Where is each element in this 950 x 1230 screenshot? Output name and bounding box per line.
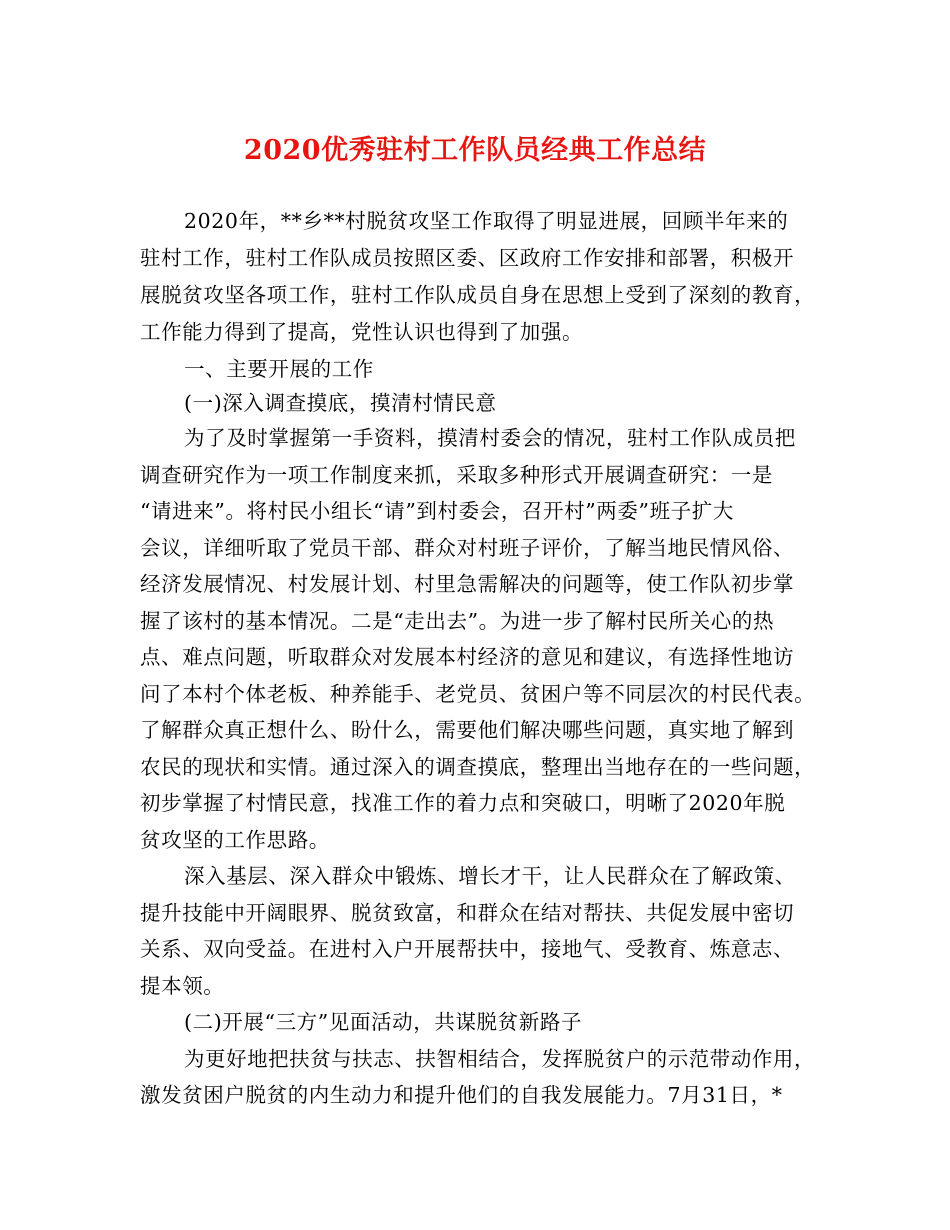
paragraph-line: 点、难点问题，听取群众对发展本村经济的意见和建议，有选择性地访 <box>140 645 795 669</box>
paragraph-line: 问了本村个体老板、种养能手、老党员、贫困户等不同层次的村民代表。 <box>140 682 816 706</box>
subsection-heading: (一)深入调查摸底，摸清村情民意 <box>184 391 497 415</box>
paragraph-line: 初步掌握了村情民意，找准工作的着力点和突破口，明晰了2020年脱 <box>140 791 786 815</box>
paragraph-line: 会议，详细听取了党员干部、群众对村班子评价，了解当地民情风俗、 <box>140 536 795 560</box>
paragraph-line: 激发贫困户脱贫的内生动力和提升他们的自我发展能力。7月31日，* <box>140 1083 783 1107</box>
paragraph-line: 农民的现状和实情。通过深入的调查摸底，整理出当地存在的一些问题， <box>140 755 816 779</box>
paragraph-line: 握了该村的基本情况。二是“走出去”。为进一步了解村民所关心的热 <box>140 609 775 633</box>
document-title: 2020优秀驻村工作队员经典工作总结 <box>243 135 707 166</box>
paragraph-line: 2020年，**乡**村脱贫攻坚工作取得了明显进展，回顾半年来的 <box>184 209 789 233</box>
paragraph-line: 展脱贫攻坚各项工作，驻村工作队成员自身在思想上受到了深刻的教育， <box>140 283 816 307</box>
section-heading: 一、主要开展的工作 <box>184 357 374 381</box>
paragraph-line: 了解群众真正想什么、盼什么，需要他们解决哪些问题，真实地了解到 <box>140 718 795 742</box>
paragraph-line: 经济发展情况、村发展计划、村里急需解决的问题等，使工作队初步掌 <box>140 572 795 596</box>
paragraph-line: 关系、双向受益。在进村入户开展帮扶中，接地气、受教育、炼意志、 <box>140 937 795 961</box>
subsection-heading: (二)开展“三方”见面活动，共谋脱贫新路子 <box>184 1010 583 1034</box>
paragraph-line: “请进来”。将村民小组长“请”到村委会，召开村”两委”班子扩大 <box>140 499 734 523</box>
paragraph-line: 深入基层、深入群众中锻炼、增长才干，让人民群众在了解政策、 <box>184 864 796 888</box>
paragraph-line: 提升技能中开阔眼界、脱贫致富，和群众在结对帮扶、共促发展中密切 <box>140 901 795 925</box>
paragraph-line: 为更好地把扶贫与扶志、扶智相结合，发挥脱贫户的示范带动作用， <box>184 1047 815 1071</box>
paragraph-line: 驻村工作，驻村工作队成员按照区委、区政府工作安排和部署，积极开 <box>140 246 795 270</box>
paragraph-line: 工作能力得到了提高，党性认识也得到了加强。 <box>140 320 584 344</box>
paragraph-line: 贫攻坚的工作思路。 <box>140 828 330 852</box>
paragraph-line: 为了及时掌握第一手资料，摸清村委会的情况，驻村工作队成员把 <box>184 426 796 450</box>
paragraph-line: 提本领。 <box>140 974 225 998</box>
paragraph-line: 调查研究作为一项工作制度来抓，采取多种形式开展调查研究：一是 <box>140 463 773 487</box>
